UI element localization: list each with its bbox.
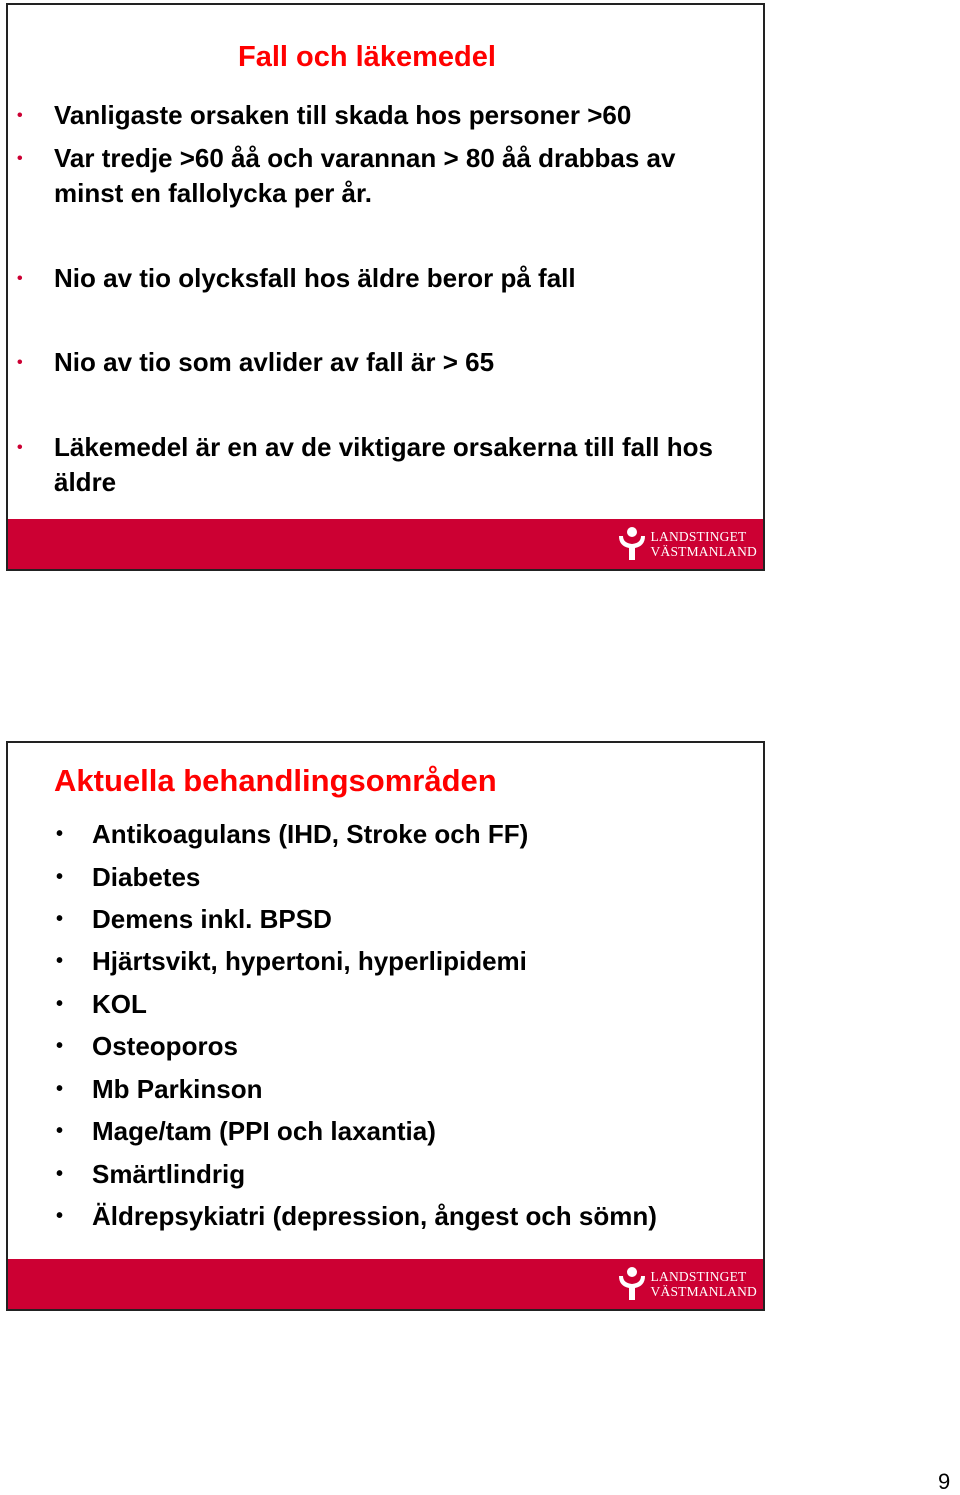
bullet-item: [17, 345, 754, 380]
bullet-item: [17, 261, 754, 296]
bullet-glyph: •: [56, 950, 64, 972]
bullet-glyph: •: [56, 908, 64, 930]
bullet-item: [56, 902, 752, 937]
bullet-glyph: •: [56, 993, 64, 1015]
logo-line1: LANDSTINGET: [650, 1269, 747, 1284]
bullet-glyph: •: [56, 1078, 64, 1100]
bullet-item: [56, 1114, 752, 1149]
bullet-text: Läkemedel är en av de viktigare orsakerna till fall hos äldre: [54, 432, 713, 497]
bullet-text: Demens inkl. BPSD: [92, 904, 332, 934]
bullet-glyph: •: [17, 354, 23, 371]
bullet-item: [56, 1029, 752, 1064]
bullet-text: Diabetes: [92, 862, 201, 892]
bullet-item: [56, 987, 752, 1022]
bullet-glyph: •: [56, 1163, 64, 1185]
bullet-glyph: •: [17, 439, 23, 456]
bullet-item: [56, 817, 752, 852]
landstinget-logo: [617, 525, 757, 563]
logo-line1: LANDSTINGET: [650, 529, 747, 544]
bullet-glyph: •: [17, 270, 23, 287]
bullet-item: [56, 1199, 752, 1234]
bullet-item: [17, 430, 754, 500]
slide-title: Fall och läkemedel: [238, 41, 496, 73]
bullet-glyph: •: [56, 866, 64, 888]
bullet-text: KOL: [92, 989, 147, 1019]
bullet-item: [17, 98, 754, 133]
bullet-text: Äldrepsykiatri (depression, ångest och sömn): [92, 1201, 657, 1231]
bullet-text: Mb Parkinson: [92, 1074, 263, 1104]
slide-footer-band: [8, 519, 763, 569]
page-number: 9: [938, 1469, 951, 1494]
bullet-text: Smärtlindrig: [92, 1159, 246, 1189]
bullet-glyph: •: [17, 150, 23, 167]
bullet-item: [17, 141, 754, 211]
bullet-text: Nio av tio som avlider av fall är > 65: [54, 347, 495, 377]
bullet-glyph: •: [56, 1205, 64, 1227]
bullet-item: [56, 944, 752, 979]
bullet-glyph: •: [56, 823, 64, 845]
bullet-text: Antikoagulans (IHD, Stroke och FF): [92, 819, 529, 849]
bullet-item: [56, 860, 752, 895]
bullet-text: Var tredje >60 åå och varannan > 80 åå drabbas av minst en fallolycka per år.: [54, 143, 676, 208]
slide-footer-band: [8, 1259, 763, 1309]
bullet-text: Vanligaste orsaken till skada hos personer >60: [54, 100, 632, 130]
landstinget-figure-icon: [617, 526, 647, 562]
landstinget-figure-icon: [617, 1266, 647, 1302]
bullet-item: [56, 1157, 752, 1192]
bullet-text: Nio av tio olycksfall hos äldre beror på fall: [54, 263, 576, 293]
slide-title: Aktuella behandlingsområden: [54, 763, 497, 798]
logo-line2: VÄSTMANLAND: [650, 1284, 757, 1299]
bullet-text: Osteoporos: [92, 1031, 238, 1061]
slide-aktuella-behandlingsomraden: [6, 741, 765, 1311]
bullet-glyph: •: [56, 1035, 64, 1057]
bullet-glyph: •: [56, 1120, 64, 1142]
bullet-glyph: •: [17, 107, 23, 124]
slide-fall-och-lakemedel: [6, 3, 765, 571]
bullet-item: [56, 1072, 752, 1107]
bullet-text: Hjärtsvikt, hypertoni, hyperlipidemi: [92, 946, 527, 976]
logo-line2: VÄSTMANLAND: [650, 544, 757, 559]
landstinget-logo: [617, 1265, 757, 1303]
bullet-text: Mage/tam (PPI och laxantia): [92, 1116, 436, 1146]
